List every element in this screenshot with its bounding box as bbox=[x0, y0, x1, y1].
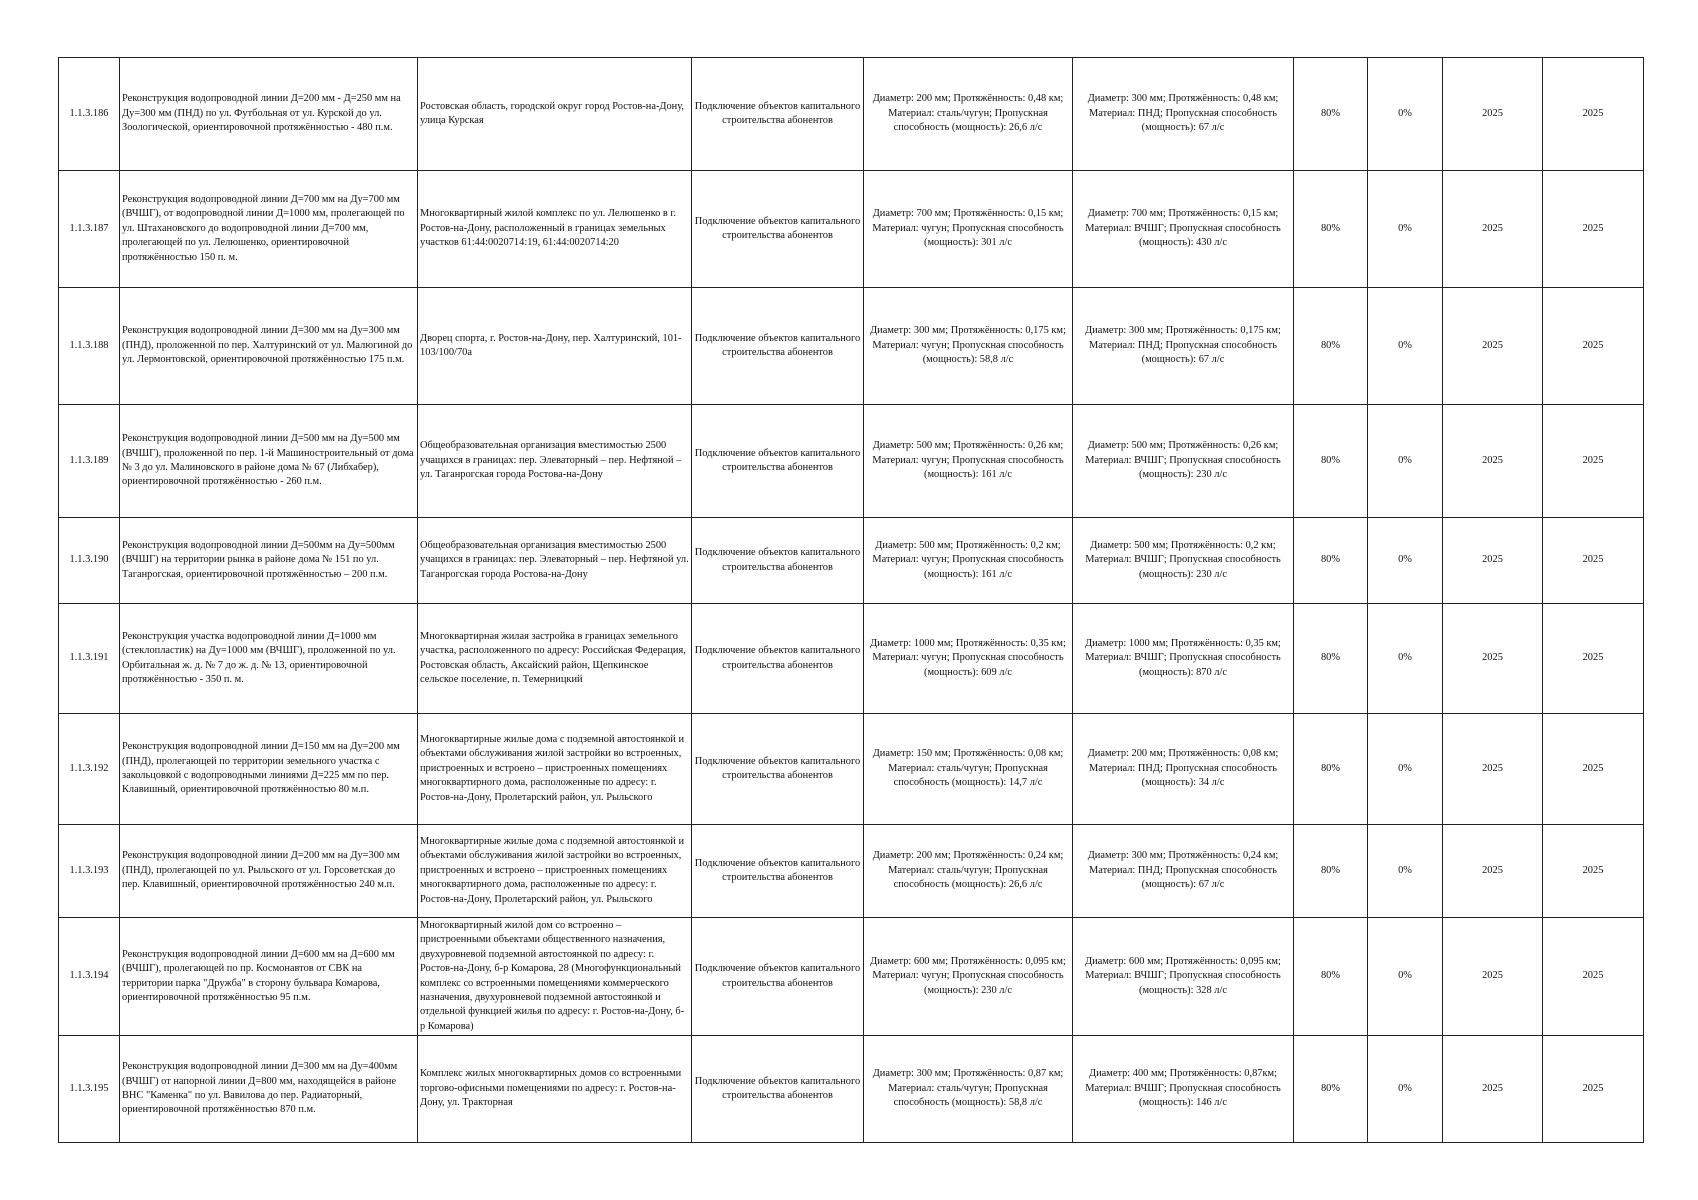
cell-row-number bbox=[59, 604, 120, 714]
cell-work-description bbox=[120, 1036, 418, 1143]
document-page bbox=[58, 57, 1643, 1143]
work-description-text: Реконструкция водопроводной линии Д=300 мм на Ду=300 мм (ПНД), проложенной по пер. Халтуринский от ул. Малюгиной до ул. Лермонтовской, ориентировочной протяжённостью 175 п.м. bbox=[122, 325, 413, 366]
year-start-text: 2025 bbox=[1482, 222, 1503, 234]
work-description-text: Реконструкция водопроводной линии Д=150 мм на Ду=200 мм (ПНД), пролегающей по территории земельного участка с закольцовкой с водопроводными линиями Д=225 мм по пер. Клавишный, ориентировочной протяжённостью 80 м.п. bbox=[122, 741, 400, 796]
cell-object-address bbox=[418, 604, 692, 714]
cell-year-end bbox=[1543, 714, 1644, 825]
cell-object-address bbox=[418, 288, 692, 405]
cell-parameters-after bbox=[1073, 171, 1294, 288]
cell-row-number bbox=[59, 825, 120, 918]
row-number-text: 1.1.3.191 bbox=[69, 652, 109, 664]
percent-value-text: 80% bbox=[1320, 762, 1341, 774]
cell-percent-value-secondary bbox=[1368, 825, 1443, 918]
cell-percent-value bbox=[1294, 518, 1368, 604]
percent-value-secondary-text: 0% bbox=[1398, 222, 1412, 234]
table-body bbox=[59, 58, 1644, 1143]
parameters-before-text: Диаметр: 300 мм; Протяжённость: 0,87 км; Материал: сталь/чугун; Пропускная способность (мощность): 58,8 л/с bbox=[872, 1068, 1064, 1109]
work-description-text: Реконструкция водопроводной линии Д=300 мм на Ду=400мм (ВЧШГ) от напорной линии Д=800 мм, находящейся в районе ВНС "Каменка" по ул. Вавилова до пер. Радиаторный, ориентировочной протяжённостью 870 п.м. bbox=[122, 1061, 398, 1116]
cell-work-description bbox=[120, 405, 418, 518]
table-row bbox=[59, 405, 1644, 518]
cell-parameters-before bbox=[864, 518, 1073, 604]
cell-parameters-before bbox=[864, 918, 1073, 1036]
cell-purpose bbox=[692, 405, 864, 518]
purpose-text: Подключение объектов капитального строительства абонентов bbox=[694, 1075, 861, 1101]
year-end-text: 2025 bbox=[1582, 554, 1604, 566]
percent-value-text: 80% bbox=[1320, 454, 1341, 466]
cell-purpose bbox=[692, 288, 864, 405]
cell-parameters-after bbox=[1073, 518, 1294, 604]
cell-purpose bbox=[692, 58, 864, 171]
cell-percent-value-secondary bbox=[1368, 714, 1443, 825]
purpose-text: Подключение объектов капитального строительства абонентов bbox=[694, 963, 861, 989]
cell-percent-value bbox=[1294, 58, 1368, 171]
row-number-text: 1.1.3.192 bbox=[69, 762, 109, 774]
table-row bbox=[59, 58, 1644, 171]
cell-row-number bbox=[59, 405, 120, 518]
cell-object-address bbox=[418, 405, 692, 518]
cell-row-number bbox=[59, 918, 120, 1036]
cell-year-end bbox=[1543, 171, 1644, 288]
percent-value-text: 80% bbox=[1320, 222, 1341, 234]
work-description-text: Реконструкция водопроводной линии Д=700 мм на Ду=700 мм (ВЧШГ), от водопроводной линии Д=1000 мм, пролегающей по ул. Штахановского до водопроводной линии Д=700 мм, пролегающей по ул. Лелюшенко, ориентировочной протяжённостью 150 п. м. bbox=[122, 194, 405, 263]
row-number-text: 1.1.3.194 bbox=[69, 970, 109, 982]
percent-value-secondary-text: 0% bbox=[1398, 652, 1412, 664]
cell-work-description bbox=[120, 918, 418, 1036]
parameters-before-text: Диаметр: 700 мм; Протяжённость: 0,15 км; Материал: чугун; Пропускная способность (мощность): 301 л/с bbox=[872, 208, 1064, 249]
work-description-text: Реконструкция участка водопроводной линии Д=1000 мм (стеклопластик) на Ду=1000 мм (ВЧШГ), проложенной по ул. Орбитальная ж. д. № 7 до ж. д. № 13, ориентировочной протяжённостью - 350 п. м. bbox=[122, 630, 396, 685]
table-row bbox=[59, 825, 1644, 918]
parameters-before-text: Диаметр: 500 мм; Протяжённость: 0,2 км; Материал: чугун; Пропускная способность (мощность): 161 л/с bbox=[872, 539, 1064, 580]
cell-purpose bbox=[692, 518, 864, 604]
year-end-text: 2025 bbox=[1582, 339, 1604, 351]
year-start-text: 2025 bbox=[1482, 454, 1503, 466]
year-end-text: 2025 bbox=[1582, 864, 1604, 876]
parameters-after-text: Диаметр: 400 мм; Протяжённость: 0,87км; Материал: ВЧШГ; Пропускная способность (мощность): 146 л/с bbox=[1085, 1068, 1281, 1109]
cell-row-number bbox=[59, 288, 120, 405]
percent-value-text: 80% bbox=[1320, 339, 1341, 351]
percent-value-text: 80% bbox=[1320, 1082, 1341, 1094]
table-row bbox=[59, 918, 1644, 1036]
cell-year-start bbox=[1443, 604, 1543, 714]
row-number-text: 1.1.3.190 bbox=[69, 554, 109, 566]
cell-year-start bbox=[1443, 714, 1543, 825]
object-address-text: Многоквартирные жилые дома с подземной автостоянкой и объектами обслуживания жилой застройки во встроенных, пристроенных и встроено – пристроенных помещениях многоквартирного дома, расположенные по адресу: г. Ростов-на-Дону, Пролетарский район, ул. Рыльского bbox=[420, 734, 685, 803]
cell-purpose bbox=[692, 171, 864, 288]
cell-object-address bbox=[418, 714, 692, 825]
cell-parameters-after bbox=[1073, 58, 1294, 171]
year-start-text: 2025 bbox=[1482, 1082, 1503, 1094]
cell-percent-value-secondary bbox=[1368, 1036, 1443, 1143]
cell-purpose bbox=[692, 825, 864, 918]
cell-percent-value bbox=[1294, 604, 1368, 714]
row-number-text: 1.1.3.186 bbox=[69, 107, 109, 119]
cell-year-start bbox=[1443, 288, 1543, 405]
investment-program-table bbox=[58, 57, 1644, 1143]
table-row bbox=[59, 171, 1644, 288]
cell-percent-value-secondary bbox=[1368, 171, 1443, 288]
cell-purpose bbox=[692, 714, 864, 825]
cell-year-end bbox=[1543, 604, 1644, 714]
cell-purpose bbox=[692, 1036, 864, 1143]
cell-work-description bbox=[120, 288, 418, 405]
cell-parameters-before bbox=[864, 604, 1073, 714]
cell-year-end bbox=[1543, 518, 1644, 604]
cell-percent-value bbox=[1294, 288, 1368, 405]
object-address-text: Ростовская область, городской округ город Ростов-на-Дону, улица Курская bbox=[420, 100, 684, 126]
purpose-text: Подключение объектов капитального строительства абонентов bbox=[694, 447, 861, 473]
cell-percent-value-secondary bbox=[1368, 604, 1443, 714]
parameters-before-text: Диаметр: 150 мм; Протяжённость: 0,08 км; Материал: сталь/чугун; Пропускная способность (мощность): 14,7 л/с bbox=[872, 748, 1064, 789]
percent-value-text: 80% bbox=[1320, 864, 1341, 876]
percent-value-secondary-text: 0% bbox=[1398, 107, 1412, 119]
table-row bbox=[59, 1036, 1644, 1143]
object-address-text: Многоквартирная жилая застройка в границах земельного участка, расположенного по адресу: Российская Федерация, Ростовская область, Аксайский район, Щепкинское сельское поселение, п. Темерницкий bbox=[420, 630, 686, 685]
cell-year-end bbox=[1543, 288, 1644, 405]
year-end-text: 2025 bbox=[1582, 762, 1604, 774]
cell-purpose bbox=[692, 604, 864, 714]
work-description-text: Реконструкция водопроводной линии Д=200 мм на Ду=300 мм (ПНД), пролегающей по ул. Рыльского от ул. Горсоветская до пер. Клавишный, ориентировочной протяжённостью 240 м.п. bbox=[122, 850, 400, 891]
cell-percent-value-secondary bbox=[1368, 405, 1443, 518]
cell-row-number bbox=[59, 1036, 120, 1143]
row-number-text: 1.1.3.193 bbox=[69, 864, 109, 876]
cell-object-address bbox=[418, 1036, 692, 1143]
year-start-text: 2025 bbox=[1482, 864, 1503, 876]
work-description-text: Реконструкция водопроводной линии Д=200 мм - Д=250 мм на Ду=300 мм (ПНД) по ул. Футбольная от ул. Курской до ул. Зоологической, ориентировочной протяжённостью - 480 п.м. bbox=[122, 93, 401, 134]
cell-parameters-before bbox=[864, 825, 1073, 918]
table-row bbox=[59, 714, 1644, 825]
year-end-text: 2025 bbox=[1582, 454, 1604, 466]
percent-value-text: 80% bbox=[1320, 554, 1341, 566]
parameters-before-text: Диаметр: 1000 мм; Протяжённость: 0,35 км; Материал: чугун; Пропускная способность (мощность): 609 л/с bbox=[870, 637, 1066, 678]
purpose-text: Подключение объектов капитального строительства абонентов bbox=[694, 100, 861, 126]
cell-year-start bbox=[1443, 1036, 1543, 1143]
year-start-text: 2025 bbox=[1482, 339, 1503, 351]
cell-parameters-after bbox=[1073, 825, 1294, 918]
parameters-before-text: Диаметр: 300 мм; Протяжённость: 0,175 км; Материал: чугун; Пропускная способность (мощность): 58,8 л/с bbox=[870, 325, 1066, 366]
cell-work-description bbox=[120, 604, 418, 714]
cell-object-address bbox=[418, 171, 692, 288]
work-description-text: Реконструкция водопроводной линии Д=500 мм на Ду=500 мм (ВЧШГ), проложенной по пер. 1-й Машиностроительный от дома № 3 до ул. Малиновского в районе дома № 67 (Либхабер), ориентировочной протяжённостью - 260 п.м. bbox=[122, 433, 414, 488]
cell-parameters-after bbox=[1073, 405, 1294, 518]
parameters-before-text: Диаметр: 200 мм; Протяжённость: 0,24 км; Материал: сталь/чугун; Пропускная способность (мощность): 26,6 л/с bbox=[872, 850, 1064, 891]
cell-year-end bbox=[1543, 825, 1644, 918]
cell-year-start bbox=[1443, 58, 1543, 171]
parameters-after-text: Диаметр: 500 мм; Протяжённость: 0,2 км; Материал: ВЧШГ; Пропускная способность (мощность): 230 л/с bbox=[1085, 539, 1281, 580]
cell-parameters-before bbox=[864, 714, 1073, 825]
parameters-after-text: Диаметр: 200 мм; Протяжённость: 0,08 км; Материал: ПНД; Пропускная способность (мощность): 34 л/с bbox=[1087, 748, 1279, 789]
cell-purpose bbox=[692, 918, 864, 1036]
year-end-text: 2025 bbox=[1582, 970, 1604, 982]
object-address-text: Многоквартирные жилые дома с подземной автостоянкой и объектами обслуживания жилой застройки во встроенных, пристроенных и встроено – пристроенных помещениях многоквартирного дома, расположенные по адресу: г. Ростов-на-Дону, Пролетарский район, ул. Рыльского bbox=[420, 836, 685, 905]
cell-work-description bbox=[120, 714, 418, 825]
purpose-text: Подключение объектов капитального строительства абонентов bbox=[694, 547, 861, 573]
year-start-text: 2025 bbox=[1482, 107, 1503, 119]
parameters-after-text: Диаметр: 300 мм; Протяжённость: 0,48 км; Материал: ПНД; Пропускная способность (мощность): 67 л/с bbox=[1087, 93, 1279, 134]
year-start-text: 2025 bbox=[1482, 554, 1503, 566]
cell-year-end bbox=[1543, 918, 1644, 1036]
row-number-text: 1.1.3.195 bbox=[69, 1082, 109, 1094]
cell-year-start bbox=[1443, 825, 1543, 918]
cell-percent-value bbox=[1294, 1036, 1368, 1143]
object-address-text: Многоквартирный жилой дом со встроенно – пристроенными объектами общественного назначения, двухуровневой подземной автостоянкой по адресу: г. Ростов-на-Дону, б-р Комарова, 28 (Многофункциональный комплекс со встроенными помещениями коммерческого назначения, двухуровневой подземной автостоянкой и отдельной функцией жилья по адресу: г. Ростов-на-Дону, б-р Комарова) bbox=[420, 920, 685, 1032]
percent-value-text: 80% bbox=[1320, 970, 1341, 982]
object-address-text: Общеобразовательная организация вместимостью 2500 учащихся в границах: пер. Элеваторный – пер. Нефтяной – ул. Таганрогская города Ростова-на-Дону bbox=[420, 440, 682, 481]
cell-parameters-after bbox=[1073, 1036, 1294, 1143]
cell-work-description bbox=[120, 825, 418, 918]
cell-parameters-after bbox=[1073, 918, 1294, 1036]
row-number-text: 1.1.3.188 bbox=[69, 339, 109, 351]
cell-object-address bbox=[418, 518, 692, 604]
parameters-before-text: Диаметр: 600 мм; Протяжённость: 0,095 км; Материал: чугун; Пропускная способность (мощность): 230 л/с bbox=[870, 955, 1066, 996]
cell-object-address bbox=[418, 58, 692, 171]
cell-parameters-after bbox=[1073, 714, 1294, 825]
parameters-after-text: Диаметр: 300 мм; Протяжённость: 0,24 км; Материал: ПНД; Пропускная способность (мощность): 67 л/с bbox=[1087, 850, 1279, 891]
purpose-text: Подключение объектов капитального строительства абонентов bbox=[694, 645, 861, 671]
cell-work-description bbox=[120, 171, 418, 288]
cell-row-number bbox=[59, 518, 120, 604]
percent-value-secondary-text: 0% bbox=[1398, 454, 1412, 466]
purpose-text: Подключение объектов капитального строительства абонентов bbox=[694, 755, 861, 781]
parameters-before-text: Диаметр: 500 мм; Протяжённость: 0,26 км; Материал: чугун; Пропускная способность (мощность): 161 л/с bbox=[872, 440, 1064, 481]
object-address-text: Общеобразовательная организация вместимостью 2500 учащихся в границах: пер. Элеваторный – пер. Нефтяной ул. Таганрогская города Ростова-на-Дону bbox=[420, 539, 689, 580]
cell-row-number bbox=[59, 58, 120, 171]
percent-value-secondary-text: 0% bbox=[1398, 864, 1412, 876]
year-end-text: 2025 bbox=[1582, 222, 1604, 234]
cell-year-end bbox=[1543, 405, 1644, 518]
percent-value-secondary-text: 0% bbox=[1398, 339, 1412, 351]
percent-value-secondary-text: 0% bbox=[1398, 554, 1412, 566]
cell-percent-value-secondary bbox=[1368, 288, 1443, 405]
cell-percent-value bbox=[1294, 714, 1368, 825]
parameters-after-text: Диаметр: 700 мм; Протяжённость: 0,15 км; Материал: ВЧШГ; Пропускная способность (мощность): 430 л/с bbox=[1085, 208, 1281, 249]
year-start-text: 2025 bbox=[1482, 652, 1503, 664]
parameters-before-text: Диаметр: 200 мм; Протяжённость: 0,48 км; Материал: сталь/чугун; Пропускная способность (мощность): 26,6 л/с bbox=[872, 93, 1064, 134]
cell-parameters-before bbox=[864, 288, 1073, 405]
year-end-text: 2025 bbox=[1582, 107, 1604, 119]
table-row bbox=[59, 288, 1644, 405]
cell-parameters-before bbox=[864, 1036, 1073, 1143]
cell-work-description bbox=[120, 58, 418, 171]
cell-year-end bbox=[1543, 1036, 1644, 1143]
row-number-text: 1.1.3.189 bbox=[69, 454, 109, 466]
cell-year-start bbox=[1443, 518, 1543, 604]
cell-percent-value bbox=[1294, 405, 1368, 518]
cell-percent-value bbox=[1294, 825, 1368, 918]
cell-year-end bbox=[1543, 58, 1644, 171]
cell-percent-value-secondary bbox=[1368, 918, 1443, 1036]
cell-row-number bbox=[59, 171, 120, 288]
cell-year-start bbox=[1443, 171, 1543, 288]
cell-parameters-after bbox=[1073, 604, 1294, 714]
percent-value-text: 80% bbox=[1320, 107, 1341, 119]
work-description-text: Реконструкция водопроводной линии Д=500мм на Ду=500мм (ВЧШГ) на территории рынка в районе дома № 151 по ул. Таганрогская, ориентировочной протяжённостью – 200 п.м. bbox=[122, 539, 395, 580]
cell-percent-value-secondary bbox=[1368, 58, 1443, 171]
cell-parameters-before bbox=[864, 58, 1073, 171]
purpose-text: Подключение объектов капитального строительства абонентов bbox=[694, 332, 861, 358]
cell-object-address bbox=[418, 918, 692, 1036]
object-address-text: Комплекс жилых многоквартирных домов со встроенными торгово-офисными помещениями по адресу: г. Ростов-на-Дону, ул. Тракторная bbox=[420, 1068, 682, 1109]
year-start-text: 2025 bbox=[1482, 762, 1503, 774]
cell-year-start bbox=[1443, 918, 1543, 1036]
cell-percent-value bbox=[1294, 918, 1368, 1036]
percent-value-secondary-text: 0% bbox=[1398, 1082, 1412, 1094]
table-row bbox=[59, 518, 1644, 604]
percent-value-text: 80% bbox=[1320, 652, 1341, 664]
purpose-text: Подключение объектов капитального строительства абонентов bbox=[694, 857, 861, 883]
cell-parameters-before bbox=[864, 405, 1073, 518]
year-start-text: 2025 bbox=[1482, 970, 1503, 982]
percent-value-secondary-text: 0% bbox=[1398, 970, 1412, 982]
cell-parameters-before bbox=[864, 171, 1073, 288]
row-number-text: 1.1.3.187 bbox=[69, 222, 109, 234]
object-address-text: Дворец спорта, г. Ростов-на-Дону, пер. Халтуринский, 101-103/100/70а bbox=[420, 332, 682, 358]
cell-work-description bbox=[120, 518, 418, 604]
purpose-text: Подключение объектов капитального строительства абонентов bbox=[694, 215, 861, 241]
parameters-after-text: Диаметр: 1000 мм; Протяжённость: 0,35 км; Материал: ВЧШГ; Пропускная способность (мощность): 870 л/с bbox=[1085, 637, 1281, 678]
work-description-text: Реконструкция водопроводной линии Д=600 мм на Д=600 мм (ВЧШГ), пролегающей по пр. Космонавтов от СВК на территории парка "Дружба" в сторону бульвара Комарова, ориентировочной протяжённостью 95 п.м. bbox=[122, 948, 395, 1003]
year-end-text: 2025 bbox=[1582, 1082, 1604, 1094]
parameters-after-text: Диаметр: 600 мм; Протяжённость: 0,095 км; Материал: ВЧШГ; Пропускная способность (мощность): 328 л/с bbox=[1085, 955, 1281, 996]
table-row bbox=[59, 604, 1644, 714]
parameters-after-text: Диаметр: 500 мм; Протяжённость: 0,26 км; Материал: ВЧШГ; Пропускная способность (мощность): 230 л/с bbox=[1085, 440, 1281, 481]
object-address-text: Многоквартирный жилой комплекс по ул. Лелюшенко в г. Ростов-на-Дону, расположенный в границах земельных участков 61:44:0020714:19, 61:44:0020714:20 bbox=[420, 208, 677, 249]
cell-year-start bbox=[1443, 405, 1543, 518]
cell-percent-value-secondary bbox=[1368, 518, 1443, 604]
cell-percent-value bbox=[1294, 171, 1368, 288]
year-end-text: 2025 bbox=[1582, 652, 1604, 664]
cell-row-number bbox=[59, 714, 120, 825]
cell-object-address bbox=[418, 825, 692, 918]
parameters-after-text: Диаметр: 300 мм; Протяжённость: 0,175 км; Материал: ПНД; Пропускная способность (мощность): 67 л/с bbox=[1085, 325, 1281, 366]
cell-parameters-after bbox=[1073, 288, 1294, 405]
percent-value-secondary-text: 0% bbox=[1398, 762, 1412, 774]
